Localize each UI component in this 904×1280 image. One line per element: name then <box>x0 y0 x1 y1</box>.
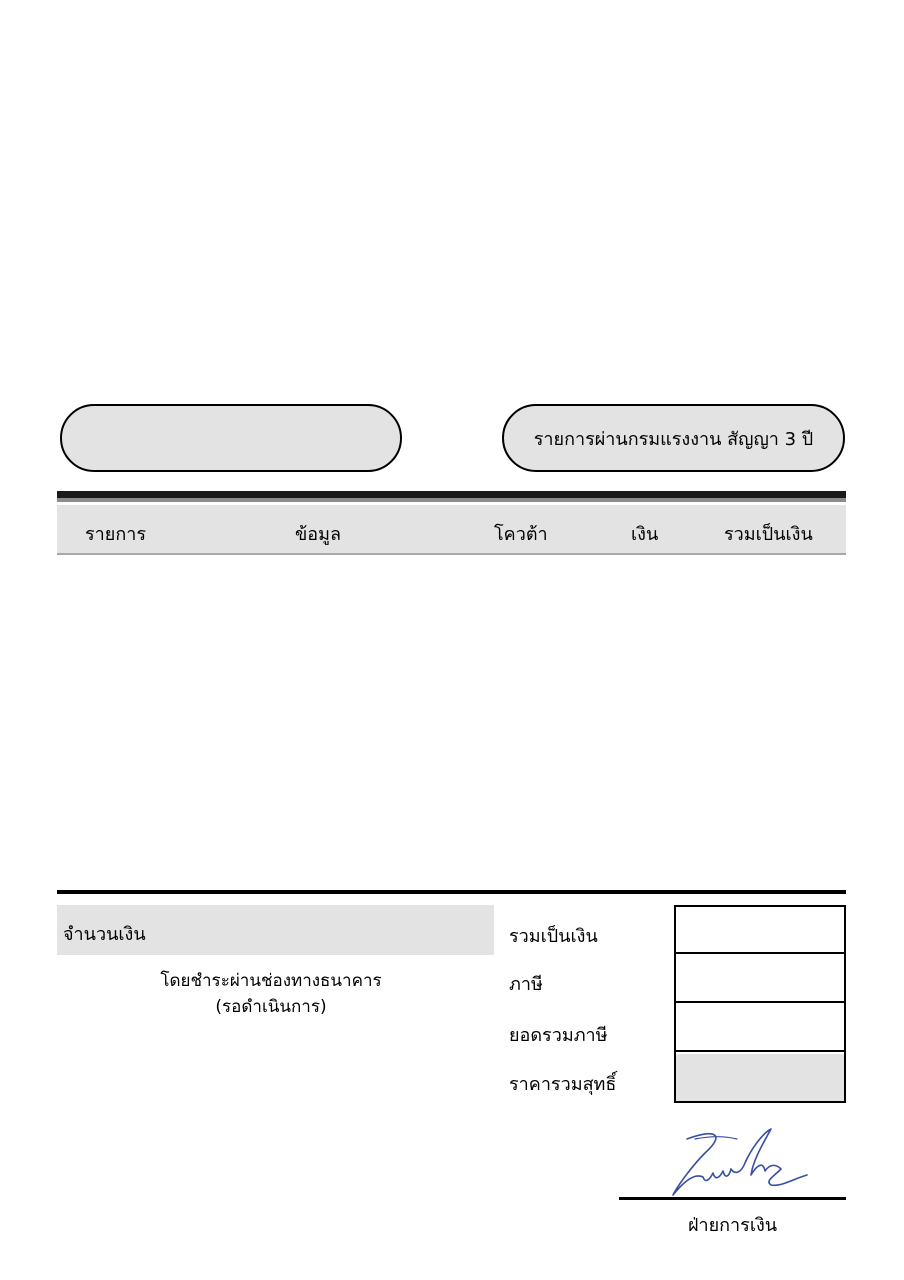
summary-label-tax: ภาษี <box>509 974 543 995</box>
summary-label-subtotal: รวมเป็นเงิน <box>509 926 598 947</box>
column-header-info: ข้อมูล <box>295 524 342 545</box>
summary-top-rule <box>57 890 846 894</box>
contract-title: รายการผ่านกรมแรงงาน สัญญา 3 ปี <box>533 428 814 450</box>
summary-value-subtotal <box>676 907 844 954</box>
column-header-price: เงิน <box>631 524 659 545</box>
payment-note <box>57 968 485 1020</box>
summary-value-boxes <box>674 905 846 1103</box>
summary-label-total-with-tax: ยอดรวมภาษี <box>509 1025 608 1046</box>
column-header-item: รายการ <box>85 524 146 545</box>
summary-value-tax <box>676 956 844 1003</box>
signature-label: ฝ่ายการเงิน <box>687 1215 778 1236</box>
signature-image <box>665 1125 815 1200</box>
summary-value-net-total <box>676 1054 844 1101</box>
signature-line <box>619 1197 846 1200</box>
payment-note-line1: โดยชำระผ่านช่องทางธนาคาร <box>160 971 382 991</box>
summary-value-total-with-tax <box>676 1005 844 1052</box>
amount-label: จำนวนเงิน <box>63 924 146 945</box>
table-top-rule <box>57 491 846 498</box>
column-header-total: รวมเป็นเงิน <box>724 524 813 545</box>
title-pill-blank <box>60 404 402 472</box>
table-header-row <box>57 505 846 555</box>
title-pill-contract <box>502 404 845 472</box>
table-top-rule-shade <box>57 498 846 502</box>
summary-label-net-total: ราคารวมสุทธิ์ <box>509 1074 617 1095</box>
payment-note-status: (รอดำเนินการ) <box>215 997 327 1017</box>
column-header-quota: โควต้า <box>494 524 548 545</box>
amount-label-box <box>57 905 494 955</box>
